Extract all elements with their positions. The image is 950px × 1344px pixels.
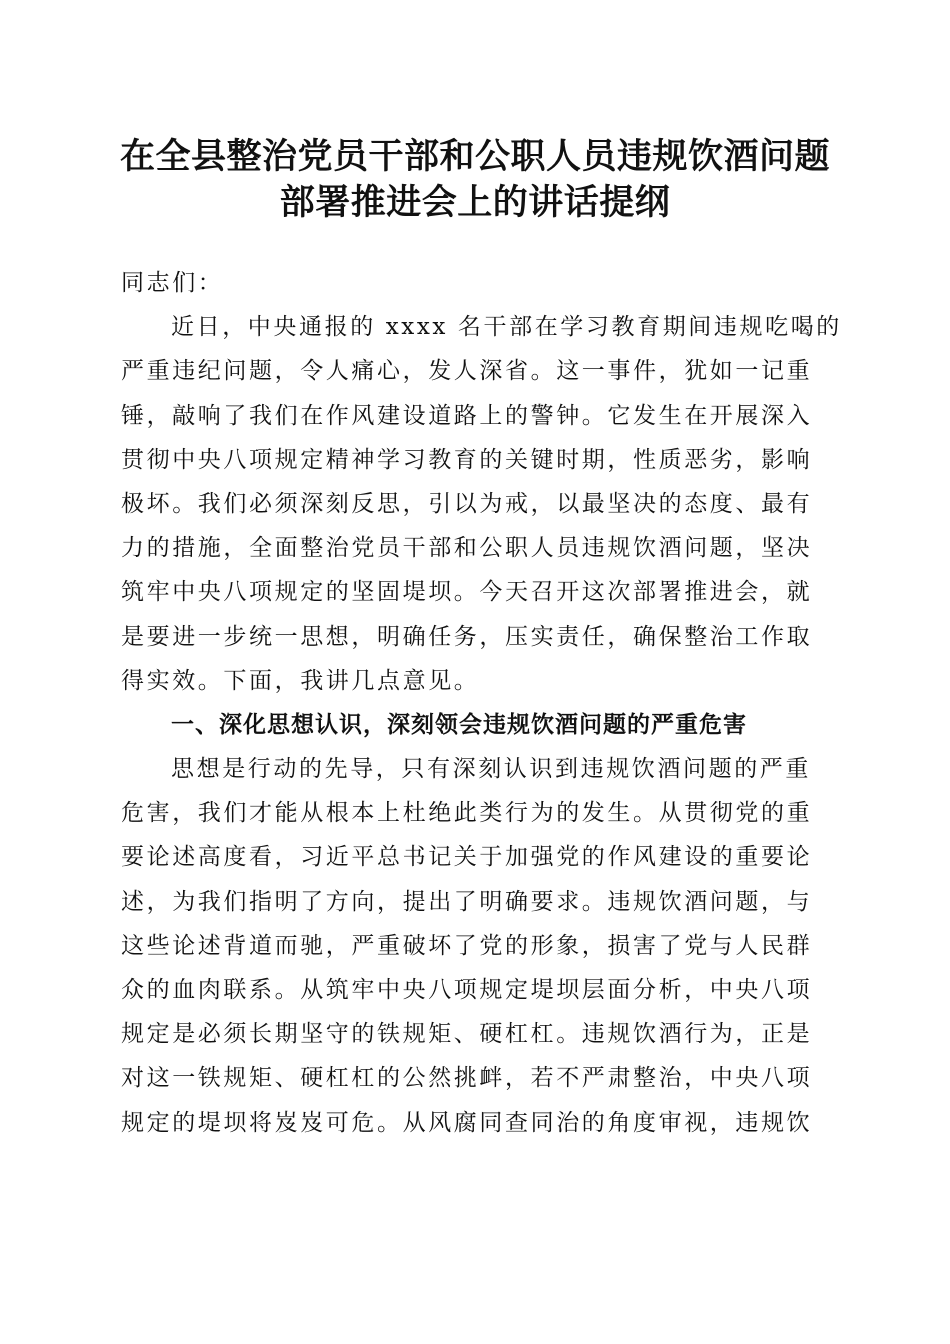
paragraph-1 [121, 305, 842, 703]
paragraph-line: 力的措施，全面整治党员干部和公职人员违规饮酒问题，坚决 [121, 535, 813, 562]
document-title [110, 134, 840, 226]
paragraph-line: 危害，我们才能从根本上杜绝此类行为的发生。从贯彻党的重 [121, 800, 813, 827]
document-body [121, 261, 842, 1145]
paragraph-2 [121, 747, 830, 1145]
title-line-1: 在全县整治党员干部和公职人员违规饮酒问题 [119, 136, 830, 177]
paragraph-line: 这些论述背道而驰，严重破坏了党的形象，损害了党与人民群 [121, 932, 813, 959]
section-heading-1: 一、深化思想认识，深刻领会违规饮酒问题的严重危害 [171, 711, 747, 738]
paragraph-line: 众的血肉联系。从筑牢中央八项规定堤坝层面分析，中央八项 [121, 977, 813, 1003]
paragraph-line: 述，为我们指明了方向，提出了明确要求。违规饮酒问题，与 [121, 888, 813, 915]
paragraph-line: 严重违纪问题，令人痛心，发人深省。这一事件，犹如一记重 [121, 358, 813, 385]
paragraph-line: 对这一铁规矩、硬杠杠的公然挑衅，若不严肃整治，中央八项 [121, 1065, 813, 1092]
paragraph-line: 近日，中央通报的 xxxx 名干部在学习教育期间违规吃喝的 [171, 314, 842, 341]
paragraph-line: 要论述高度看，习近平总书记关于加强党的作风建设的重要论 [121, 844, 813, 871]
paragraph-line: 规定的堤坝将岌岌可危。从风腐同查同治的角度审视，违规饮 [121, 1109, 813, 1136]
paragraph-line: 思想是行动的先导，只有深刻认识到违规饮酒问题的严重 [171, 756, 811, 783]
paragraph-line: 贯彻中央八项规定精神学习教育的关键时期，性质恶劣，影响 [121, 446, 813, 473]
paragraph-line: 是要进一步统一思想，明确任务，压实责任，确保整治工作取 [121, 623, 813, 650]
paragraph-line: 得实效。下面，我讲几点意见。 [121, 667, 480, 694]
title-line-2: 部署推进会上的讲话提纲 [279, 182, 671, 223]
paragraph-line: 规定是必须长期坚守的铁规矩、硬杠杠。违规饮酒行为，正是 [121, 1021, 813, 1048]
salutation: 同志们： [121, 270, 224, 296]
paragraph-line: 锤，敲响了我们在作风建设道路上的警钟。它发生在开展深入 [121, 402, 813, 429]
paragraph-line: 极坏。我们必须深刻反思，引以为戒，以最坚决的态度、最有 [121, 490, 813, 517]
paragraph-line: 筑牢中央八项规定的坚固堤坝。今天召开这次部署推进会，就 [121, 579, 813, 606]
